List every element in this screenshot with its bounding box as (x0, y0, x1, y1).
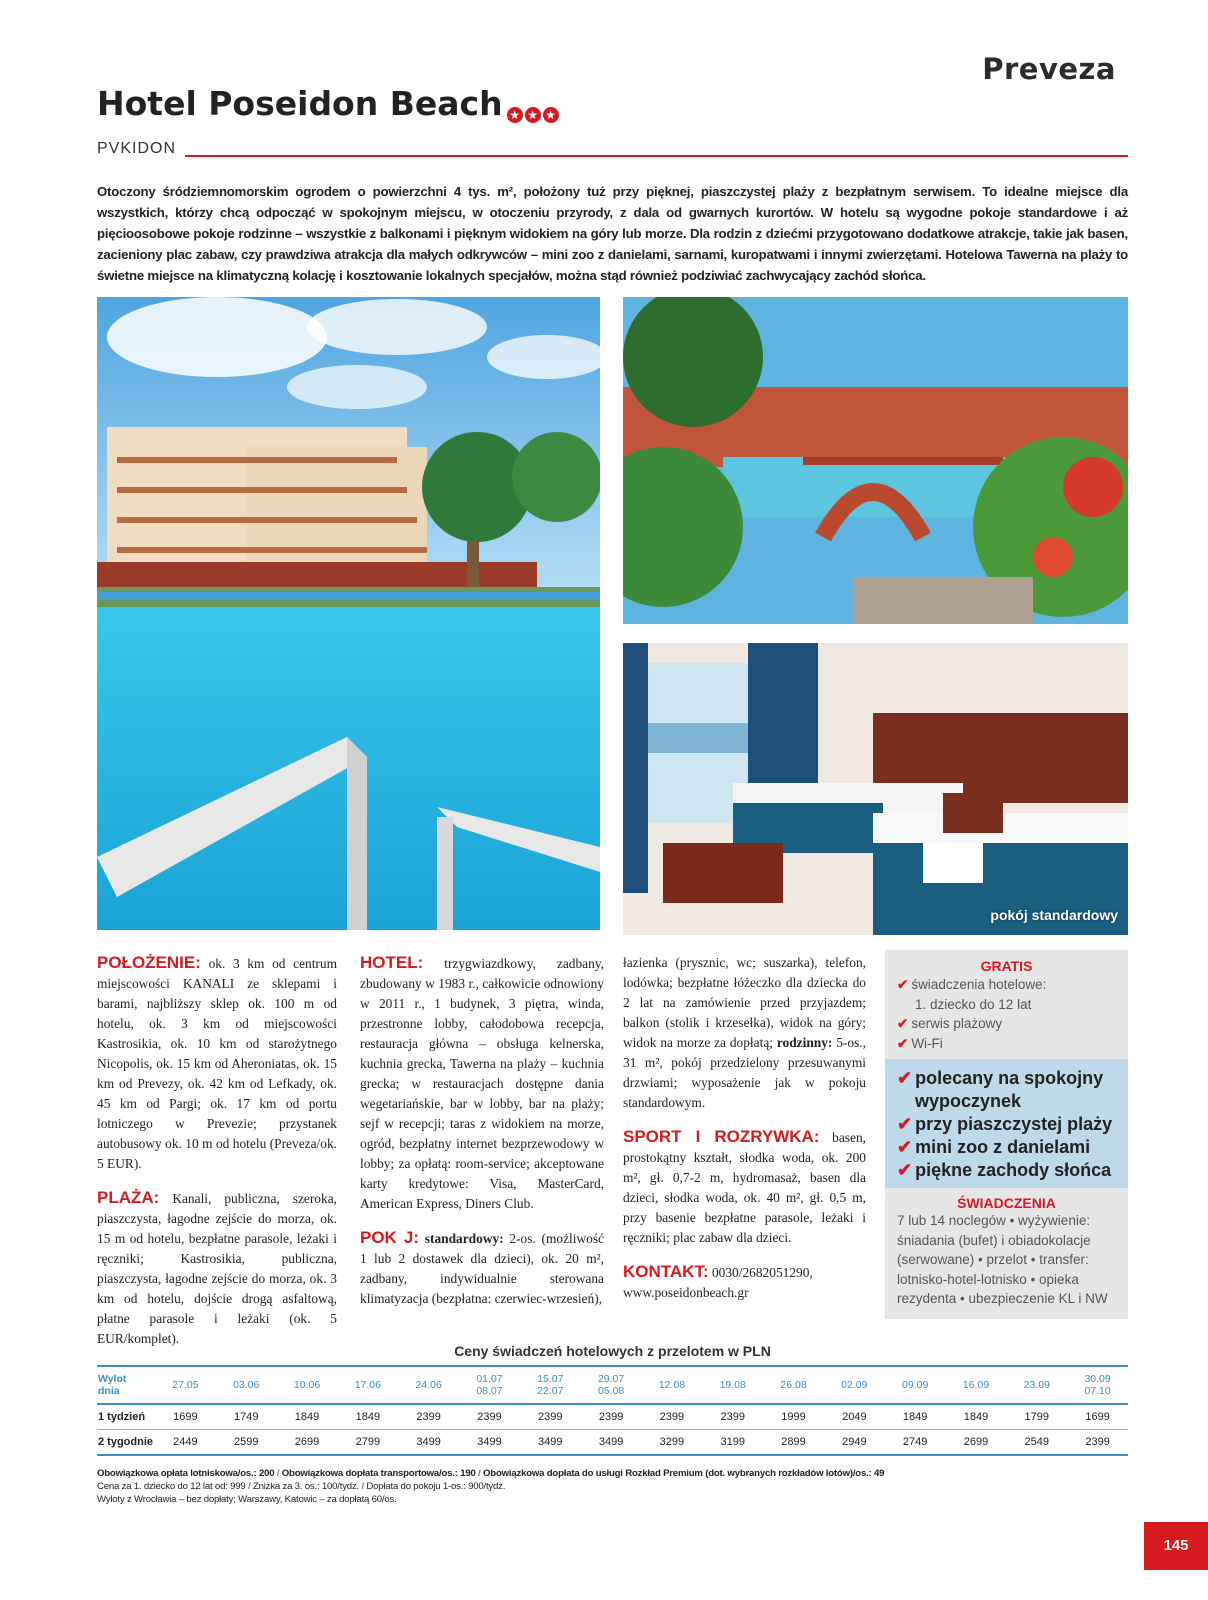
date-cell: 23.09 (1006, 1366, 1067, 1404)
section-polozenie (97, 953, 337, 1174)
check-icon: ✔ (897, 977, 909, 992)
date-cell: 17.06 (337, 1366, 398, 1404)
section-heading: POŁOŻENIE: (97, 953, 201, 972)
section-text: trzygwiazdkowy, zadbany, zbudowany w 1983 r., całkowicie odnowiony w 2011 r., 1 budynek, 3 piętra, winda, przestronne lobby, całodobowa recepcja, restauracja główna – obsługa kelnerska, kuchnia grecka, Tawerna na plaży – kuchnia grecka; w restauracjach dostępne dania wegetariańskie, bar w lobby, bar na plaży; sejf w recepcji; taras z widokiem na morze, ogród, bezpłatny internet bezprzewodowy w lobby; za opłatą: room-service; akceptowane karty kredytowe: Visa, MasterCard, American Express, Diners Club. (360, 956, 604, 1211)
price-cell: 1849 (885, 1404, 946, 1430)
section-heading: HOTEL: (360, 953, 424, 972)
section-text: 5-os., 31 m², pokój przedzielony przesuwanymi drzwiami; wyposażenie jak w pokoju standardowym. (623, 1035, 866, 1110)
gratis-box (885, 950, 1128, 1059)
price-cell: 3499 (459, 1430, 520, 1456)
region-title: Preveza (982, 52, 1116, 86)
title-divider (185, 155, 1128, 157)
room-type: standardowy: (419, 1231, 504, 1246)
price-header-row (97, 1366, 1128, 1404)
date-cell: 27.05 (155, 1366, 216, 1404)
section-pokoj (360, 1228, 604, 1309)
pool-photo (97, 297, 600, 930)
price-cell: 2399 (398, 1404, 459, 1430)
notes-line: Wyloty z Wrocławia – bez dopłaty; Warszawy, Katowic – za dopłatą 60/os. (97, 1494, 397, 1505)
price-cell: 2399 (642, 1404, 703, 1430)
section-heading: POK J: (360, 1228, 420, 1247)
price-cell: 2399 (520, 1404, 581, 1430)
price-cell: 2899 (763, 1430, 824, 1456)
date-cell: 24.06 (398, 1366, 459, 1404)
price-table (97, 1365, 1128, 1456)
price-cell: 2699 (277, 1430, 338, 1456)
star-icon: ★ (507, 107, 523, 123)
price-cell: 1849 (277, 1404, 338, 1430)
date-cell: 16.09 (946, 1366, 1007, 1404)
price-cell: 1849 (946, 1404, 1007, 1430)
star-icon: ★ (543, 107, 559, 123)
gratis-item: ✔ świadczenia hotelowe: (897, 977, 1047, 992)
price-cell: 3499 (520, 1430, 581, 1456)
date-cell: 19.08 (702, 1366, 763, 1404)
feature-item: wypoczynek (915, 1091, 1022, 1111)
price-cell: 1799 (1006, 1404, 1067, 1430)
check-icon: ✔ (897, 1016, 909, 1031)
star-icon: ★ (525, 107, 541, 123)
check-icon: ✔ (897, 1114, 913, 1134)
section-text: 0030/2682051290, www.poseidonbeach.gr (623, 1265, 813, 1300)
room-type: rodzinny: (772, 1035, 833, 1050)
gratis-item: 1. dziecko do 12 lat (915, 996, 1032, 1012)
price-cell: 3299 (642, 1430, 703, 1456)
gratis-item: ✔ serwis plażowy (897, 1016, 1003, 1031)
price-cell: 3199 (702, 1430, 763, 1456)
price-row-2-weeks (97, 1430, 1128, 1456)
section-hotel (360, 953, 604, 1214)
section-text: łazienka (prysznic, wc; suszarka), telefon, lodówka; bezpłatne łóżeczko dla dziecka do 2 lat na zamówienie przed przyjazdem; balkon (stolik i krzesełka), widok na góry; widok na morze za dopłatą; (623, 955, 866, 1050)
hotel-name: Hotel Poseidon Beach (97, 84, 503, 123)
feature-item: ✔ polecany na spokojny (897, 1068, 1104, 1088)
date-cell: 09.09 (885, 1366, 946, 1404)
date-cell: 01.07 08.07 (459, 1366, 520, 1404)
section-pokoj-cont (623, 953, 866, 1113)
price-notes (97, 1467, 884, 1506)
check-icon: ✔ (897, 1137, 913, 1157)
swiadczenia-box (885, 1188, 1128, 1319)
section-heading: KONTAKT: (623, 1262, 709, 1281)
price-cell: 2699 (946, 1430, 1007, 1456)
price-cell: 2399 (581, 1404, 642, 1430)
row-label: 1 tydzień (97, 1404, 155, 1430)
garden-photo (623, 297, 1128, 624)
section-text: 2-os. (możliwość 1 lub 2 dostawek dla dzieci), ok. 20 m², zadbany, indywidualnie sterowana klimatyzacja (bezpłatna: czerwiec-wrzesień), (360, 1231, 604, 1306)
price-cell: 3499 (581, 1430, 642, 1456)
prices-title: Ceny świadczeń hotelowych z przelotem w PLN (454, 1343, 771, 1359)
notes-line: Cena za 1. dziecko do 12 lat od: 999 / Zniżka za 3. os.: 100/tydz. / Dopłata do pokoju 1-os.: 900/tydz. (97, 1481, 506, 1492)
price-cell: 1999 (763, 1404, 824, 1430)
price-cell: 2749 (885, 1430, 946, 1456)
price-cell: 1849 (337, 1404, 398, 1430)
feature-item: ✔ mini zoo z danielami (897, 1137, 1091, 1157)
date-cell: 03.06 (216, 1366, 277, 1404)
date-cell: 15.07 22.07 (520, 1366, 581, 1404)
price-cell: 2399 (1067, 1430, 1128, 1456)
price-cell: 3499 (398, 1430, 459, 1456)
column-1 (97, 953, 337, 1363)
section-text: basen, prostokątny kształt, słodka woda, ok. 200 m², gł. 0,7-2 m, hydromasaż, basen dla dzieci, słodka woda, ok. 40 m², gł. 0,5 m, przy basenie bezpłatne parasole, leżaki i ręczniki; plac zabaw dla dzieci. (623, 1130, 866, 1245)
date-cell: 12.08 (642, 1366, 703, 1404)
swiadczenia-title: ŚWIADCZENIA (957, 1195, 1056, 1211)
check-icon: ✔ (897, 1035, 909, 1051)
page-number: 145 (1144, 1522, 1208, 1570)
notes-line: Obowiązkowa opłata lotniskowa/os.: 200 / Obowiązkowa dopłata transportowa/os.: 190 / Obowiązkowa dopłata do usługi Rozkład Premium (dot. wybranych rozkładów lotów)/os.: 49 (97, 1468, 885, 1479)
price-row-1-week (97, 1404, 1128, 1430)
date-cell: 30.09 07.10 (1067, 1366, 1128, 1404)
date-cell: 29.07 05.08 (581, 1366, 642, 1404)
intro-text: Otoczony śródziemnomorskim ogrodem o powierzchni 4 tys. m², położony tuż przy pięknej, piaszczystej plaży z bezpłatnym serwisem. To idealne miejsce dla wszystkich, którzy chcą odpocząć w spokojnym miejscu, w otoczeniu przyrody, z dala od gwarnych kurortów. W hotelu są wygodne pokoje standardowe i aż pięcioosobowe pokoje rodzinne – wszystkie z balkonami i pięknym widokiem na góry lub morze. Dla rodzin z dziećmi przygotowano dodatkowe atrakcje, takie jak basen, zacieniony plac zabaw, czy prawdziwa atrakcja dla małych odkrywców – mini zoo z danielami, sarnami, kuropatwami i innymi zwierzętami. Hotelowa Tawerna na plaży to świetne miejsce na klimatyczną kolację i kosztowanie lokalnych specjałów, można stąd również podziwiać zachwycający zachód słońca. (97, 184, 1128, 283)
photo-caption: pokój standardowy (990, 907, 1118, 923)
hotel-title (97, 84, 561, 127)
row-label: 2 tygodnie (97, 1430, 155, 1456)
price-cell: 1699 (155, 1404, 216, 1430)
price-cell: 2449 (155, 1430, 216, 1456)
date-cell: 10.06 (277, 1366, 338, 1404)
price-cell: 2799 (337, 1430, 398, 1456)
section-text: Kanali, publiczna, szeroka, piaszczysta, łagodne zejście do morza, ok. 15 m od hotelu, bezpłatne parasole, leżaki i ręczniki; Kastrosikia, publiczna, piaszczysta, łagodne zejście do morza, ok. 3 km od hotelu, dojście drogą asfaltową, płatne parasole i leżaki (ok. 5 EUR/komplet). (97, 1191, 337, 1346)
room-photo (623, 643, 1128, 935)
swiadczenia-text: 7 lub 14 noclegów • wyżywienie: śniadania (bufet) i obiadokolacje (serwowane) • przelot • transfer: lotnisko-hotel-lotnisko • opieka rezydenta • ubezpieczenie KL i NW (897, 1213, 1108, 1307)
check-icon: ✔ (897, 1160, 913, 1180)
price-cell: 2549 (1006, 1430, 1067, 1456)
section-heading: PLAŻA: (97, 1188, 160, 1207)
gratis-item: ✔ Wi-Fi (897, 1035, 943, 1051)
feature-item: ✔ przy piaszczystej plaży (897, 1114, 1113, 1134)
date-cell: 02.09 (824, 1366, 885, 1404)
price-cell: 2049 (824, 1404, 885, 1430)
price-cell: 2599 (216, 1430, 277, 1456)
price-cell: 2399 (702, 1404, 763, 1430)
section-text: ok. 3 km od centrum miejscowości KANALI ze sklepami i barami, najbliższy sklep ok. 100 m od hotelu, ok. 3 km od miejscowości Kastrosikia, ok. 10 km od starożytnego Nicopolis, ok. 15 km od Aheroniatas, ok. 15 km od Prevezy, ok. 42 km od Lefkady, ok. 45 km od Pargi; ok. 17 km od portu lotniczego w Prevezie; przystanek autobusowy ok. 10 m od hotelu (Preveza/ok. 5 EUR). (97, 956, 337, 1171)
star-rating (507, 88, 561, 127)
price-cell: 2949 (824, 1430, 885, 1456)
section-heading: SPORT I ROZRYWKA: (623, 1127, 820, 1146)
departure-label: Wylot dnia (97, 1366, 155, 1404)
column-3 (623, 953, 866, 1317)
column-2 (360, 953, 604, 1323)
date-cell: 26.08 (763, 1366, 824, 1404)
feature-item: ✔ piękne zachody słońca (897, 1160, 1112, 1180)
price-cell: 2399 (459, 1404, 520, 1430)
section-sport (623, 1127, 866, 1248)
check-icon: ✔ (897, 1068, 913, 1088)
features-box (885, 1059, 1128, 1188)
price-cell: 1699 (1067, 1404, 1128, 1430)
price-cell: 1749 (216, 1404, 277, 1430)
hotel-code: PVKIDON (97, 140, 177, 157)
section-plaza (97, 1188, 337, 1349)
gratis-title: GRATIS (980, 958, 1033, 974)
section-kontakt (623, 1262, 866, 1303)
